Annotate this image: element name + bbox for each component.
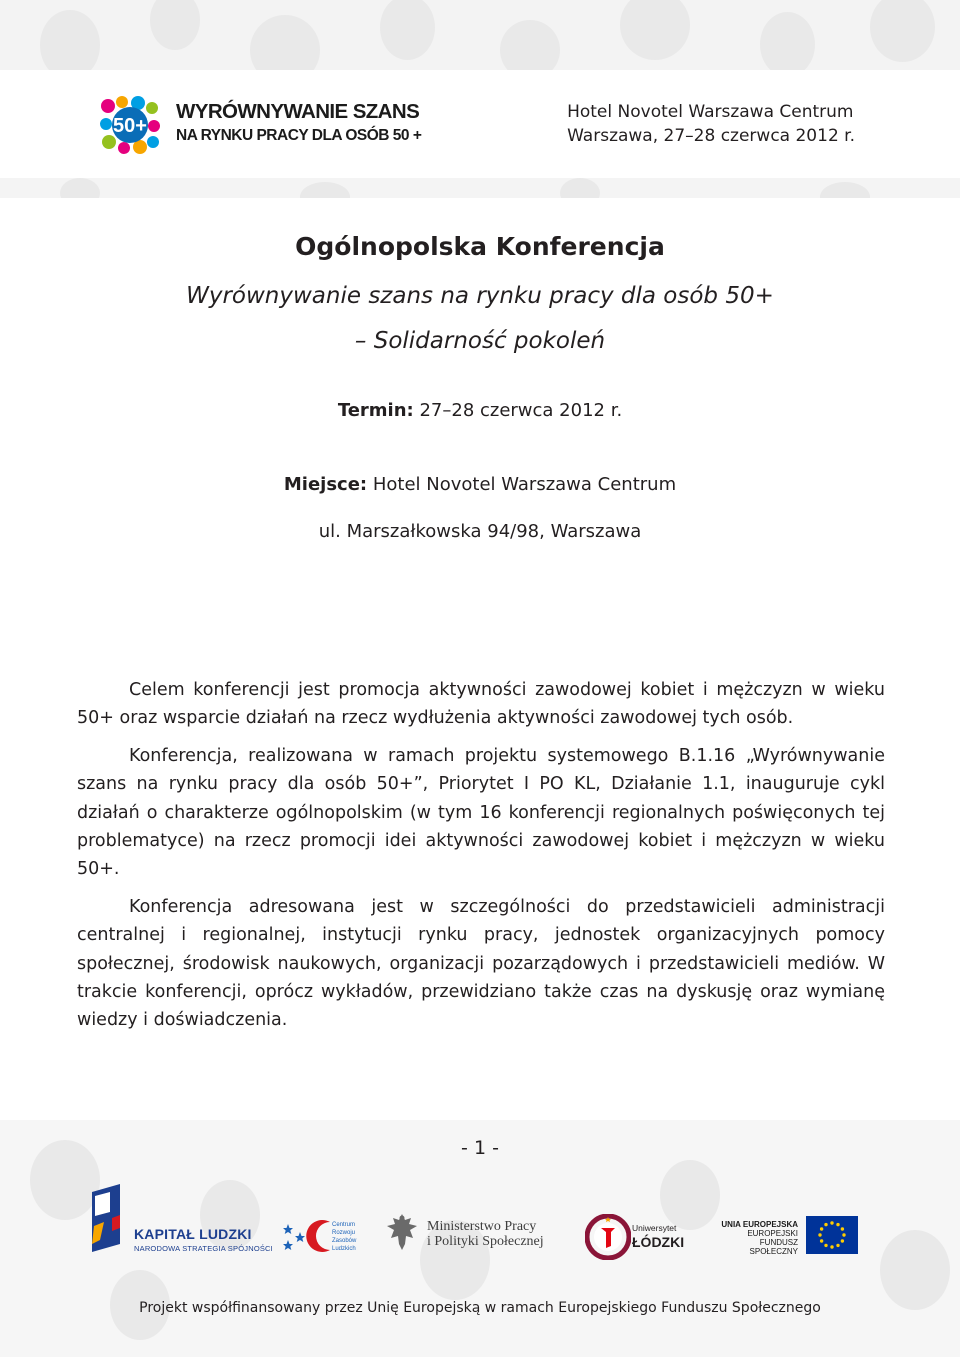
term-value: 27–28 czerwca 2012 r. <box>413 400 623 421</box>
eu-star <box>836 1244 839 1247</box>
eu-star <box>818 1233 821 1236</box>
place-label: Miejsce: <box>283 474 368 495</box>
crzl-line-3: Zasobów <box>332 1238 357 1244</box>
ministry-logo-text <box>427 1219 544 1249</box>
eu-star <box>836 1223 839 1226</box>
crzl-line-2: Rozwoju <box>332 1230 356 1236</box>
eu-star <box>830 1221 833 1224</box>
eagle-emblem-icon <box>385 1212 419 1252</box>
kapital-subtitle: NARODOWA STRATEGIA SPÓJNOŚCI <box>134 1244 273 1253</box>
place-line <box>0 474 960 495</box>
logo-line-1: WYRÓWNYWANIE SZANS <box>176 100 420 123</box>
conference-title: Ogólnopolska Konferencja <box>295 232 665 261</box>
crzl-line-1: Centrum <box>332 1222 356 1228</box>
conference-motto: – Solidarność pokoleń <box>354 328 606 354</box>
kapital-ludzki-icon <box>90 1182 124 1254</box>
term-label: Termin: <box>337 400 414 421</box>
university-seal-icon <box>585 1214 631 1260</box>
logo-badge-text: 50+ <box>113 115 147 137</box>
project-logo-text <box>176 102 421 143</box>
address-line: ul. Marszałkowska 94/98, Warszawa <box>318 521 642 542</box>
eu-logo-text <box>720 1220 798 1256</box>
page-number: - 1 - <box>461 1137 499 1159</box>
cofinancing-note: Projekt współfinansowany przez Unię Europejską w ramach Europejskiego Funduszu Społecznego <box>139 1300 821 1316</box>
venue-block <box>567 100 855 148</box>
header-background-band <box>0 0 960 70</box>
eu-star <box>824 1223 827 1226</box>
eu-star <box>820 1227 823 1230</box>
eu-flag-icon <box>806 1216 858 1254</box>
venue-name: Hotel Novotel Warszawa Centrum <box>567 102 854 122</box>
place-value: Hotel Novotel Warszawa Centrum <box>367 474 677 495</box>
eu-line-1: UNIA EUROPEJSKA <box>721 1220 798 1229</box>
eu-star <box>824 1244 827 1247</box>
term-line <box>0 400 960 421</box>
university-big: ŁÓDZKI <box>632 1234 685 1250</box>
ministry-line-1: Ministerstwo Pracy <box>427 1219 537 1234</box>
kapital-ludzki-logo <box>134 1226 273 1253</box>
eu-line-3: FUNDUSZ SPOŁECZNY <box>749 1238 798 1256</box>
university-small: Uniwersytet <box>632 1223 677 1233</box>
divider-band <box>0 178 960 198</box>
kapital-title: KAPITAŁ LUDZKI <box>134 1226 252 1242</box>
crzl-logo-icon <box>282 1216 362 1256</box>
paragraph-goal: Celem konferencji jest promocja aktywności zawodowej kobiet i mężczyzn w wieku 50+ oraz wsparcie działań na rzecz wydłużenia aktywności zawodowej tych osób. <box>77 680 885 729</box>
eu-star <box>841 1239 844 1242</box>
eu-star <box>841 1227 844 1230</box>
paragraph-project: Konferencja, realizowana w ramach projektu systemowego B.1.16 „Wyrównywanie szans na rynku pracy dla osób 50+”, Priorytet I PO KL, Działanie 1.1, inauguruje cykl działań o charakterze ogólnopolskim (w tym 16 konferencji regionalnych poświęconych tej problematyce) na rzecz promocji idei aktywności zawodowej kobiet i mężczyzn w wieku 50+. <box>77 746 885 880</box>
eu-line-2: EUROPEJSKI <box>747 1229 798 1238</box>
university-logo-text <box>632 1223 684 1250</box>
eu-star <box>842 1233 845 1236</box>
crzl-line-4: Ludzkich <box>332 1246 356 1252</box>
ministry-line-2: i Polityki Społecznej <box>427 1234 544 1249</box>
eu-star <box>820 1239 823 1242</box>
conference-subtitle: Wyrównywanie szans na rynku pracy dla osób 50+ <box>186 283 774 309</box>
paragraph-audience: Konferencja adresowana jest w szczególności do przedstawicieli administracji centralnej i regionalnej, instytucji rynku pracy, jednostek organizacyjnych pomocy społecznej, środowisk naukowych, organizacji pozarządowych i przedstawicieli mediów. W trakcie konferencji, oprócz wykładów, przewidziano także czas na dyskusję oraz wymianę wiedzy i doświadczenia. <box>77 897 885 1031</box>
project-logo-icon <box>100 96 160 154</box>
eu-star <box>830 1245 833 1248</box>
logo-line-2: NA RYNKU PRACY DLA OSÓB 50 + <box>176 126 422 144</box>
venue-date: Warszawa, 27–28 czerwca 2012 r. <box>567 126 855 146</box>
